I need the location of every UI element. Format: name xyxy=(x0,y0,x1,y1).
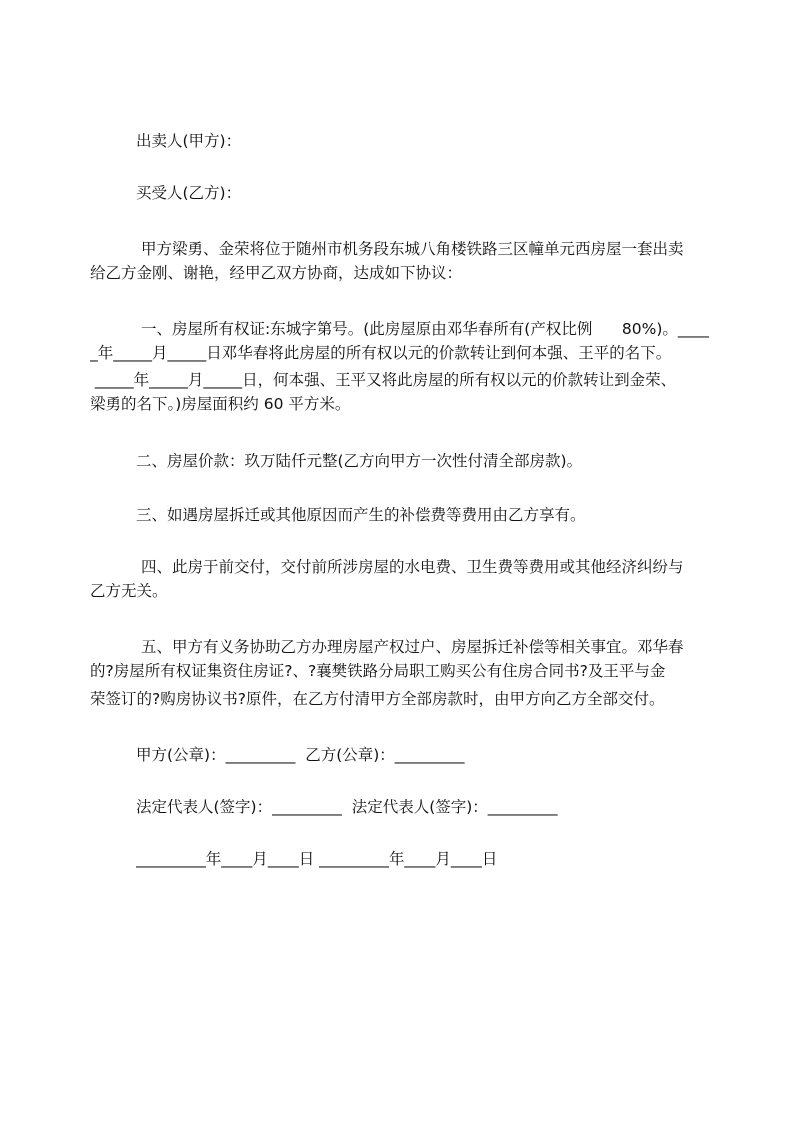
clause-3: 三、如遇房屋拆迁或其他原因而产生的补偿费等费用由乙方享有。 xyxy=(136,506,586,524)
seller-label: 出卖人(甲方)： xyxy=(136,132,242,150)
representative-signature-line: 法定代表人(签字)：_________ 法定代表人(签字)：_________ xyxy=(136,798,558,816)
clause-1-line-1: 一、房屋所有权证:东城字第号。(此房屋原由邓华春所有(产权比例 80%)。____ xyxy=(141,320,709,338)
clause-4-line-2: 乙方无关。 xyxy=(90,582,168,600)
clause-1-line-3: _____年_____月_____日，何本强、王平又将此房屋的所有权以元的价款转让到金荣、 xyxy=(90,371,677,389)
seal-signature-line: 甲方(公章)：_________ 乙方(公章)：_________ xyxy=(136,746,465,764)
intro-paragraph-line-1: 甲方梁勇、金荣将位于随州市机务段东城八角楼铁路三区幢单元西房屋一套出卖 xyxy=(141,240,684,258)
date-line: _________年____月____日 _________年____月____日 xyxy=(136,850,498,868)
clause-4-line-1: 四、此房于前交付，交付前所涉房屋的水电费、卫生费等费用或其他经济纠纷与 xyxy=(141,558,684,576)
intro-paragraph-line-2: 给乙方金刚、谢艳，经甲乙双方协商，达成如下协议： xyxy=(90,264,463,282)
clause-5-line-2: 的?房屋所有权证集资住房证?、?襄樊铁路分局职工购买公有住房合同书?及王平与金 xyxy=(90,662,666,680)
clause-5-line-3: 荣签订的?购房协议书?原件，在乙方付清甲方全部房款时，由甲方向乙方全部交付。 xyxy=(90,690,665,708)
clause-1-line-4: 梁勇的名下。)房屋面积约 60 平方米。 xyxy=(90,395,351,413)
clause-1-line-2: _年_____月_____日邓华春将此房屋的所有权以元的价款转让到何本强、王平的名下。 xyxy=(90,344,672,362)
clause-2: 二、房屋价款：玖万陆仟元整(乙方向甲方一次性付清全部房款)。 xyxy=(136,452,583,470)
clause-5-line-1: 五、甲方有义务协助乙方办理房屋产权过户、房屋拆迁补偿等相关事宜。邓华春 xyxy=(141,638,684,656)
buyer-label: 买受人(乙方)： xyxy=(136,184,242,202)
